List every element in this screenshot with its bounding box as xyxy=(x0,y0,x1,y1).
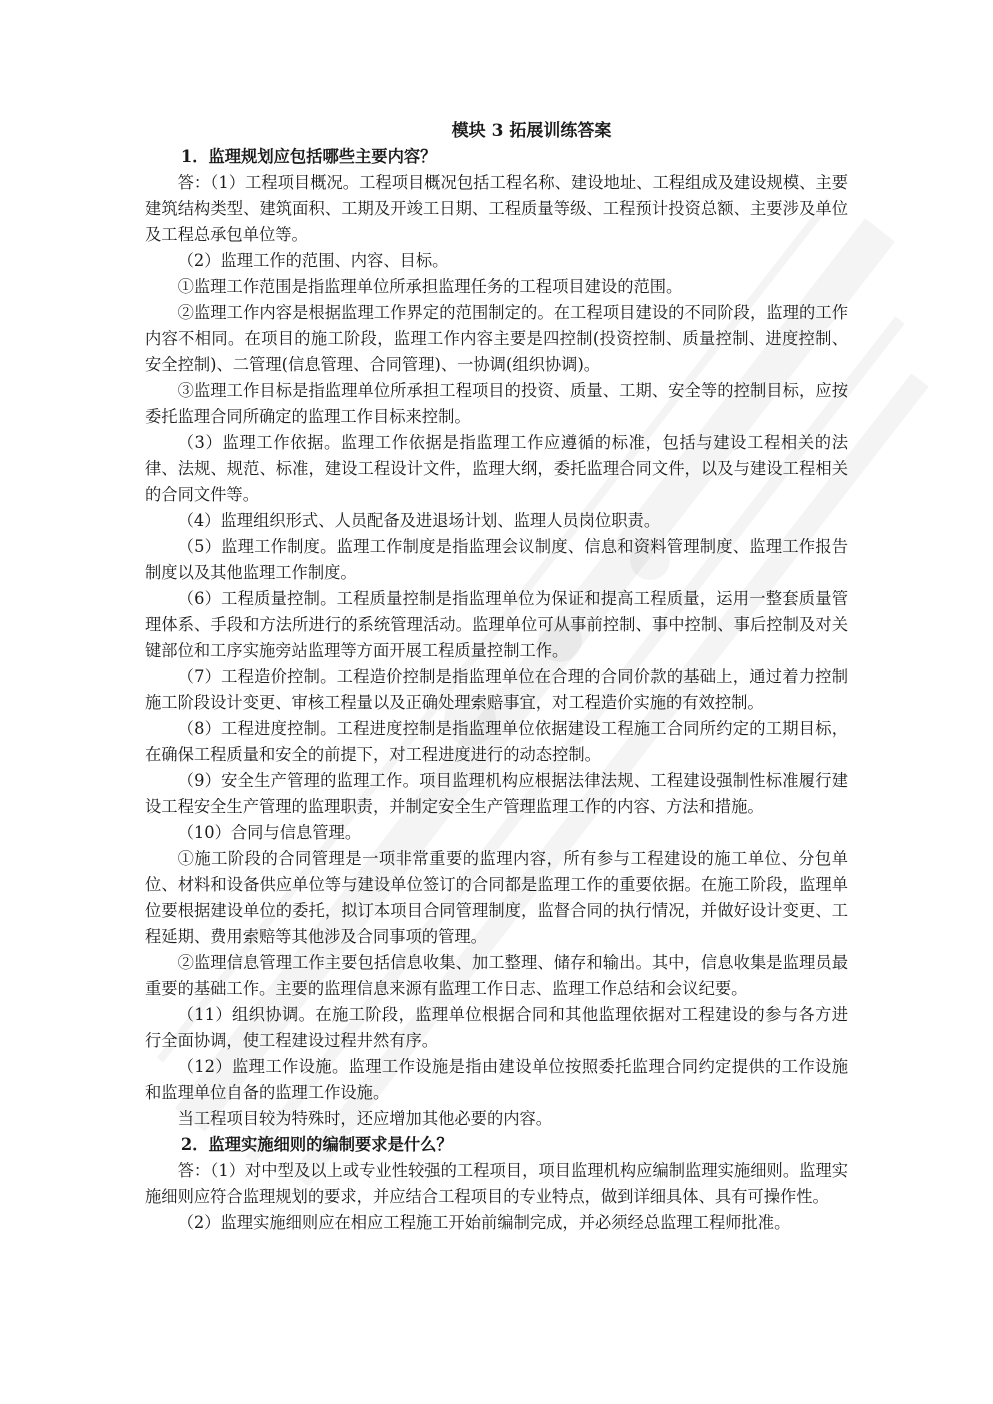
q1-paragraph: ②监理信息管理工作主要包括信息收集、加工整理、储存和输出。其中，信息收集是监理员最重要的基础工作。主要的监理信息来源有监理工作日志、监理工作总结和会议纪要。 xyxy=(145,953,848,998)
q1-paragraph: （7）工程造价控制。工程造价控制是指监理单位在合理的合同价款的基础上，通过着力控制施工阶段设计变更、审核工程量以及正确处理索赔事宜，对工程造价实施的有效控制。 xyxy=(145,667,848,712)
question-1-heading: 1．监理规划应包括哪些主要内容？ xyxy=(180,147,437,166)
q1-paragraph: ①监理工作范围是指监理单位所承担监理任务的工程项目建设的范围。 xyxy=(177,277,683,296)
q1-paragraph: （4）监理组织形式、人员配备及进退场计划、监理人员岗位职责。 xyxy=(177,511,661,530)
q1-paragraph: （3）监理工作依据。监理工作依据是指监理工作应遵循的标准，包括与建设工程相关的法律、法规、规范、标准，建设工程设计文件，监理大纲，委托监理合同文件，以及与建设工程相关的合同文件等。 xyxy=(145,433,848,504)
q1-paragraph: （11）组织协调。在施工阶段，监理单位根据合同和其他监理依据对工程建设的参与各方进行全面协调，使工程建设过程井然有序。 xyxy=(145,1005,848,1050)
document-body xyxy=(145,118,848,1236)
q1-paragraph: （8）工程进度控制。工程进度控制是指监理单位依据建设工程施工合同所约定的工期目标，在确保工程质量和安全的前提下，对工程进度进行的动态控制。 xyxy=(145,719,848,764)
q1-paragraph: ②监理工作内容是根据监理工作界定的范围制定的。在工程项目建设的不同阶段，监理的工作内容不相同。在项目的施工阶段，监理工作内容主要是四控制(投资控制、质量控制、进度控制、安全控制)、二管理(信息管理、合同管理)、一协调(组织协调)。 xyxy=(145,303,848,374)
q2-paragraph: 答：（1）对中型及以上或专业性较强的工程项目，项目监理机构应编制监理实施细则。监理实施细则应符合监理规划的要求，并应结合工程项目的专业特点，做到详细具体、具有可操作性。 xyxy=(145,1161,848,1206)
page-title: 模块 3 拓展训练答案 xyxy=(451,121,612,141)
q1-paragraph: （10）合同与信息管理。 xyxy=(177,823,362,842)
q1-paragraph: ③监理工作目标是指监理单位所承担工程项目的投资、质量、工期、安全等的控制目标，应按委托监理合同所确定的监理工作目标来控制。 xyxy=(145,381,848,426)
q1-paragraph: （9）安全生产管理的监理工作。项目监理机构应根据法律法规、工程建设强制性标准履行建设工程安全生产管理的监理职责，并制定安全生产管理监理工作的内容、方法和措施。 xyxy=(145,771,848,816)
question-2-heading: 2．监理实施细则的编制要求是什么？ xyxy=(180,1135,453,1154)
q1-paragraph: （2）监理工作的范围、内容、目标。 xyxy=(177,251,449,270)
q1-paragraph: 当工程项目较为特殊时，还应增加其他必要的内容。 xyxy=(177,1109,553,1128)
q1-paragraph: （6）工程质量控制。工程质量控制是指监理单位为保证和提高工程质量，运用一整套质量管理体系、手段和方法所进行的系统管理活动。监理单位可从事前控制、事中控制、事后控制及对关键部位和工序实施旁站监理等方面开展工程质量控制工作。 xyxy=(145,589,848,660)
q1-paragraph: ①施工阶段的合同管理是一项非常重要的监理内容，所有参与工程建设的施工单位、分包单位、材料和设备供应单位等与建设单位签订的合同都是监理工作的重要依据。在施工阶段，监理单位要根据建设单位的委托，拟订本项目合同管理制度，监督合同的执行情况，并做好设计变更、工程延期、费用索赔等其他涉及合同事项的管理。 xyxy=(145,849,848,946)
q2-paragraph: （2）监理实施细则应在相应工程施工开始前编制完成，并必须经总监理工程师批准。 xyxy=(177,1213,791,1232)
q1-paragraph: （12）监理工作设施。监理工作设施是指由建设单位按照委托监理合同约定提供的工作设施和监理单位自备的监理工作设施。 xyxy=(145,1057,848,1102)
q1-paragraph: （5）监理工作制度。监理工作制度是指监理会议制度、信息和资料管理制度、监理工作报告制度以及其他监理工作制度。 xyxy=(145,537,848,582)
q1-paragraph: 答：（1）工程项目概况。工程项目概况包括工程名称、建设地址、工程组成及建设规模、主要建筑结构类型、建筑面积、工期及开竣工日期、工程质量等级、工程预计投资总额、主要涉及单位及工程总承包单位等。 xyxy=(145,173,848,244)
